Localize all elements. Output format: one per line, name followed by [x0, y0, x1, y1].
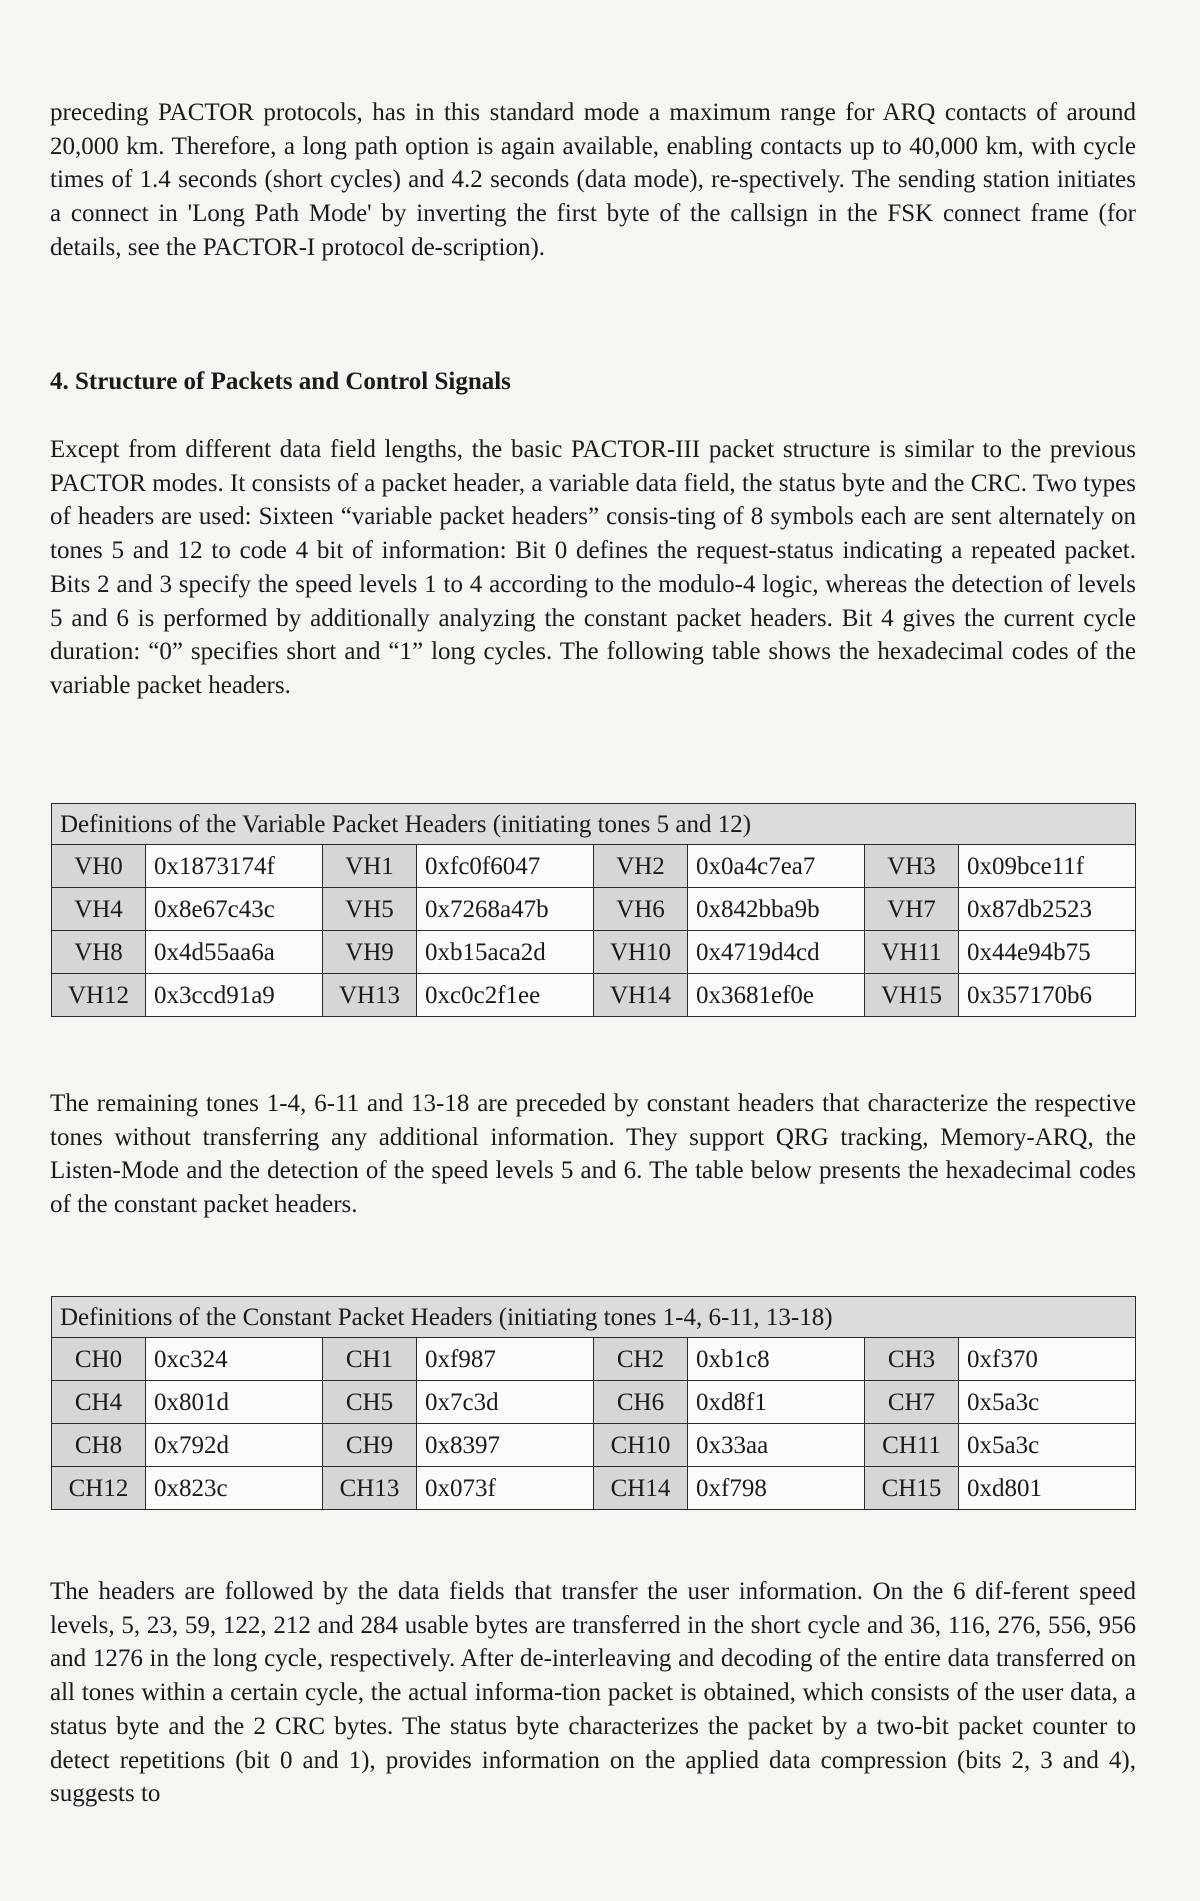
- header-code-cell: 0x8e67c43c: [146, 888, 323, 931]
- header-name-cell: CH12: [52, 1467, 146, 1510]
- header-name-cell: CH0: [52, 1338, 146, 1381]
- header-name-cell: CH8: [52, 1424, 146, 1467]
- header-name-cell: CH15: [865, 1467, 959, 1510]
- table-row: [52, 1424, 1136, 1467]
- header-code-cell: 0x4719d4cd: [688, 931, 865, 974]
- header-code-cell: 0x33aa: [688, 1424, 865, 1467]
- header-name-cell: VH1: [323, 845, 417, 888]
- header-name-cell: CH10: [594, 1424, 688, 1467]
- header-name-cell: VH8: [52, 931, 146, 974]
- header-code-cell: 0x8397: [417, 1424, 594, 1467]
- header-name-cell: VH5: [323, 888, 417, 931]
- table-row: [52, 974, 1136, 1017]
- header-code-cell: 0xfc0f6047: [417, 845, 594, 888]
- header-code-cell: 0x792d: [146, 1424, 323, 1467]
- header-code-cell: 0xd801: [959, 1467, 1136, 1510]
- header-code-cell: 0x0a4c7ea7: [688, 845, 865, 888]
- header-name-cell: VH10: [594, 931, 688, 974]
- section-heading: 4. Structure of Packets and Control Signals: [50, 368, 511, 395]
- header-name-cell: CH11: [865, 1424, 959, 1467]
- header-code-cell: 0x842bba9b: [688, 888, 865, 931]
- header-code-cell: 0x1873174f: [146, 845, 323, 888]
- header-name-cell: VH4: [52, 888, 146, 931]
- variable-packet-headers-table: [51, 803, 1136, 1017]
- header-name-cell: CH3: [865, 1338, 959, 1381]
- header-name-cell: VH2: [594, 845, 688, 888]
- header-name-cell: CH1: [323, 1338, 417, 1381]
- table-row: [52, 845, 1136, 888]
- header-name-cell: CH13: [323, 1467, 417, 1510]
- header-code-cell: 0x3681ef0e: [688, 974, 865, 1017]
- header-code-cell: 0x7268a47b: [417, 888, 594, 931]
- header-name-cell: CH14: [594, 1467, 688, 1510]
- table-row: [52, 1381, 1136, 1424]
- header-code-cell: 0x44e94b75: [959, 931, 1136, 974]
- table-row: [52, 1338, 1136, 1381]
- header-name-cell: VH12: [52, 974, 146, 1017]
- header-code-cell: 0x823c: [146, 1467, 323, 1510]
- header-code-cell: 0x5a3c: [959, 1381, 1136, 1424]
- header-name-cell: CH7: [865, 1381, 959, 1424]
- header-code-cell: 0x073f: [417, 1467, 594, 1510]
- header-code-cell: 0x09bce11f: [959, 845, 1136, 888]
- header-name-cell: VH15: [865, 974, 959, 1017]
- header-code-cell: 0xd8f1: [688, 1381, 865, 1424]
- header-name-cell: VH14: [594, 974, 688, 1017]
- header-name-cell: CH6: [594, 1381, 688, 1424]
- header-code-cell: 0xf798: [688, 1467, 865, 1510]
- paragraph-data-fields: The headers are followed by the data fields that transfer the user information. On the 6 dif-ferent speed levels, 5, 23, 59, 122, 212 and 284 usable bytes are transferred in the short cycle and 36, 116, 276, 556, 956 and 1276 in the long cycle, respectively. After de-interleaving and decoding of the entire data transferred on all tones within a certain cycle, the actual informa-tion packet is obtained, which consists of the user data, a status byte and the 2 CRC bytes. The status byte characterizes the packet by a two-bit packet counter to detect repetitions (bit 0 and 1), provides information on the applied data compression (bits 2, 3 and 4), suggests to: [50, 1578, 1136, 1808]
- header-name-cell: CH5: [323, 1381, 417, 1424]
- header-code-cell: 0xf370: [959, 1338, 1136, 1381]
- header-name-cell: VH13: [323, 974, 417, 1017]
- constant-table-caption: Definitions of the Constant Packet Headers (initiating tones 1-4, 6-11, 13-18): [52, 1297, 1136, 1338]
- header-code-cell: 0x4d55aa6a: [146, 931, 323, 974]
- table-caption-row: [52, 1297, 1136, 1338]
- constant-packet-headers-table: [51, 1296, 1136, 1510]
- paragraph-packet-structure: Except from different data field lengths, the basic PACTOR-III packet structure is similar to the previous PACTOR modes. It consists of a packet header, a variable data field, the status byte and the CRC. Two types of headers are used: Sixteen “variable packet headers” consis-ting of 8 symbols each are sent alternately on tones 5 and 12 to code 4 bit of information: Bit 0 defines the request-status indicating a repeated packet. Bits 2 and 3 specify the speed levels 1 to 4 according to the modulo-4 logic, whereas the detection of levels 5 and 6 is performed by additionally analyzing the constant packet headers. Bit 4 gives the current cycle duration: “0” specifies short and “1” long cycles. The following table shows the hexadecimal codes of the variable packet headers.: [50, 436, 1136, 699]
- header-name-cell: VH3: [865, 845, 959, 888]
- header-code-cell: 0xb15aca2d: [417, 931, 594, 974]
- header-name-cell: CH2: [594, 1338, 688, 1381]
- header-name-cell: VH7: [865, 888, 959, 931]
- header-code-cell: 0xc324: [146, 1338, 323, 1381]
- header-name-cell: VH6: [594, 888, 688, 931]
- header-code-cell: 0xb1c8: [688, 1338, 865, 1381]
- header-name-cell: CH9: [323, 1424, 417, 1467]
- header-code-cell: 0x357170b6: [959, 974, 1136, 1017]
- paragraph-constant-headers: The remaining tones 1-4, 6-11 and 13-18 are preceded by constant headers that characterize the respective tones without transferring any additional information. They support QRG tracking, Memory-ARQ, the Listen-Mode and the detection of the speed levels 5 and 6. The table below presents the hexadecimal codes of the constant packet headers.: [50, 1090, 1136, 1219]
- header-name-cell: VH11: [865, 931, 959, 974]
- header-code-cell: 0x5a3c: [959, 1424, 1136, 1467]
- header-name-cell: VH9: [323, 931, 417, 974]
- header-name-cell: CH4: [52, 1381, 146, 1424]
- table-row: [52, 931, 1136, 974]
- intro-paragraph: preceding PACTOR protocols, has in this standard mode a maximum range for ARQ contacts of around 20,000 km. Therefore, a long path option is again available, enabling contacts up to 40,000 km, with cycle times of 1.4 seconds (short cycles) and 4.2 seconds (data mode), re-spectively. The sending station initiates a connect in 'Long Path Mode' by inverting the first byte of the callsign in the FSK connect frame (for details, see the PACTOR-I protocol de-scription).: [50, 99, 1136, 261]
- table-caption-row: [52, 804, 1136, 845]
- table-row: [52, 888, 1136, 931]
- header-code-cell: 0xf987: [417, 1338, 594, 1381]
- header-code-cell: 0x801d: [146, 1381, 323, 1424]
- header-code-cell: 0x87db2523: [959, 888, 1136, 931]
- header-code-cell: 0x7c3d: [417, 1381, 594, 1424]
- header-code-cell: 0x3ccd91a9: [146, 974, 323, 1017]
- table-row: [52, 1467, 1136, 1510]
- variable-table-caption: Definitions of the Variable Packet Headers (initiating tones 5 and 12): [52, 804, 1136, 845]
- header-name-cell: VH0: [52, 845, 146, 888]
- header-code-cell: 0xc0c2f1ee: [417, 974, 594, 1017]
